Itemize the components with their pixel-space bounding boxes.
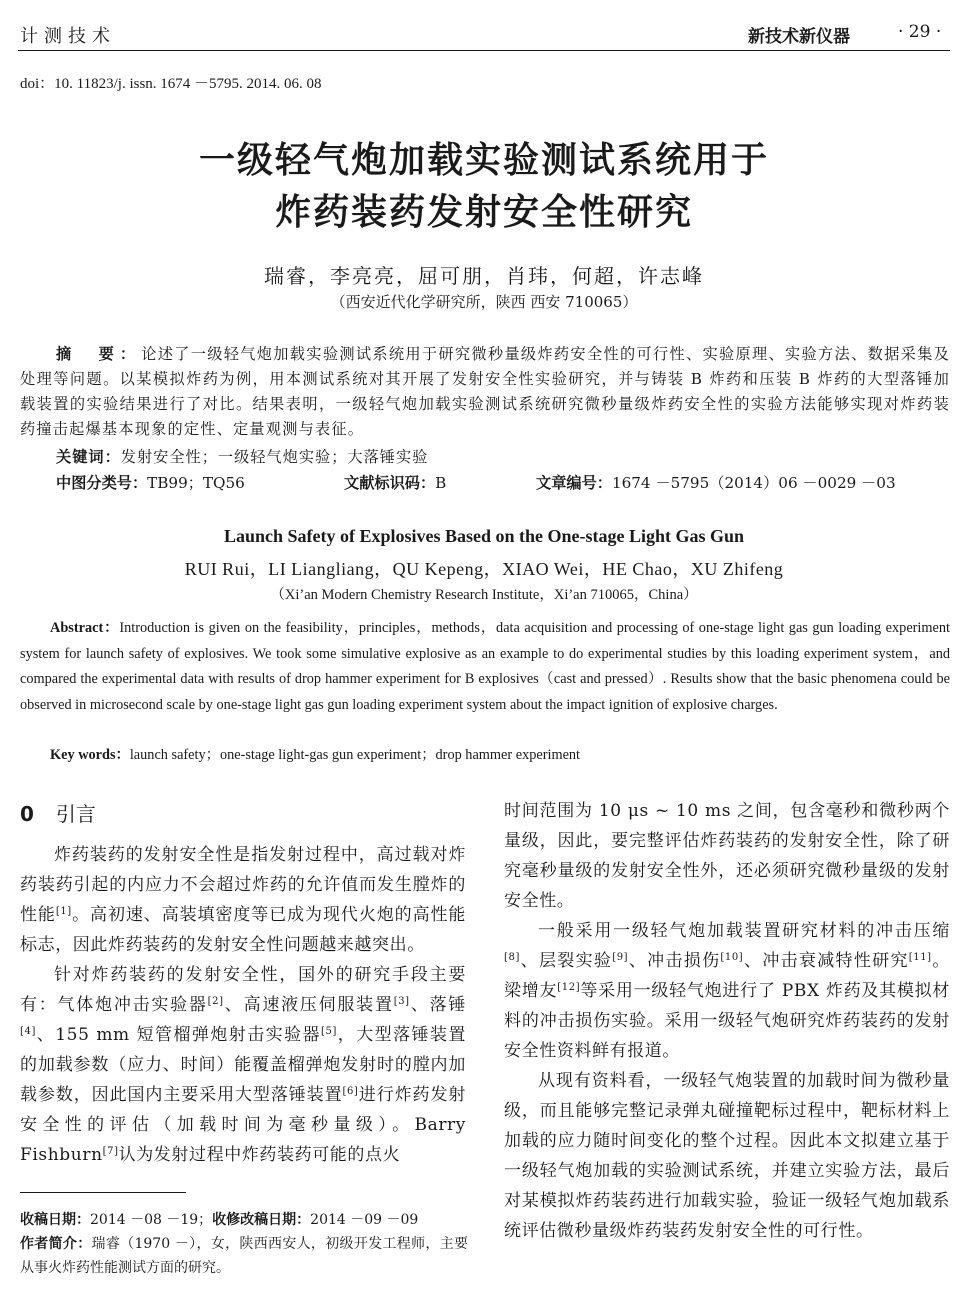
section-heading [20, 798, 96, 827]
abstract-en [20, 616, 950, 718]
paragraph: 一般采用一级轻气炮加载装置研究材料的冲击压缩[8]、层裂实验[9]、冲击损伤[10]、冲击衰减特性研究[11]。梁增友[12]等采用一级轻气炮进行了 PBX 炸药及其模拟材料的冲击损伤实验。采用一级轻气炮研究炸药装药的发射安全性资料鲜有报道。 [504, 921, 950, 1061]
keywords-en-text: launch safety；one-stage light-gas gun experiment；drop hammer experiment [129, 747, 581, 763]
keywords-en [50, 744, 580, 764]
citation[interactable]: [7] [102, 1146, 119, 1157]
paragraph: 时间范围为 10 μs ~ 10 ms 之间，包含毫秒和微秒两个量级，因此，要完整评估炸药装药的发射安全性，除了研究毫秒量级的发射安全性外，还必须研究微秒量级的发射安全性。 [504, 801, 950, 911]
english-authors: RUI Rui，LI Liangliang，QU Kepeng，XIAO Wei，HE Chao，XU Zhifeng [184, 559, 784, 579]
citation[interactable]: [5] [320, 1026, 337, 1037]
citation[interactable]: [4] [20, 1026, 36, 1037]
abstract-cn-label: 摘 要： [56, 345, 142, 363]
citation[interactable]: [11] [908, 952, 932, 963]
title-line-1: 一级轻气炮加载实验测试系统用于 [198, 140, 769, 181]
abstract-en-label: Abstract： [50, 620, 120, 636]
authors-cn: 瑞睿，李亮亮，屈可朋，肖玮，何超，许志峰 [264, 264, 704, 288]
citation[interactable]: [6] [342, 1086, 359, 1097]
abstract-en-text: Introduction is given on the feasibility，principles，methods，data acquisition and processing of one-stage light gas gun loading experiment system for launch safety of explosives. We took some simulative explosive as an example to do experimental studies by this loading experiment system，and compared the experimental data with results of drop hammer experiment for B explosives（cast and pressed）. Results show that the basic phenomena could be observed in microsecond scale by one-stage light gas gun loading experiment system about the impact ignition of explosive charges. [20, 620, 950, 713]
article-number-label: 文章编号： [536, 474, 612, 492]
keywords-cn [56, 446, 428, 467]
clc-label: 中图分类号： [56, 474, 148, 492]
page-number: · 29 · [898, 22, 942, 42]
title-line-2: 炸药装药发射安全性研究 [274, 192, 693, 233]
citation[interactable]: [12] [557, 982, 581, 993]
article-number-value: 1674 －5795（2014）06 －0029 －03 [611, 474, 896, 492]
document-code [344, 472, 446, 493]
english-affiliation: （Xi’an Modern Chemistry Research Institute，Xi’an 710065，China） [270, 587, 698, 603]
abstract-cn-text: 论述了一级轻气炮加载实验测试系统用于研究微秒量级炸药安全性的可行性、实验原理、实验方法、数据采集及处理等问题。以某模拟炸药为例，用本测试系统对其开展了发射安全性实验研究，并与铸装 B 炸药和压装 B 炸药的大型落锤加载装置的实验结果进行了对比。结果表明，一级轻气炮加载实验测试系统研究微秒量级炸药安全性的实验方法能够实现对炸药装药撞击起爆基本现象的定性、定量观测与表征。 [20, 345, 950, 438]
body-column-right [504, 796, 950, 1246]
doi: doi：10. 11823/j. issn. 1674 －5795. 2014. 06. 08 [20, 76, 322, 92]
keywords-cn-label: 关键词： [56, 448, 121, 466]
section-number: 0 [20, 802, 34, 826]
journal-name: 计测技术 [20, 26, 116, 47]
document-code-label: 文献标识码： [344, 474, 436, 492]
citation[interactable]: [1] [55, 906, 72, 917]
keywords-en-label: Key words： [50, 747, 130, 763]
section-name: 新技术新仪器 [748, 27, 850, 47]
section-title: 引言 [55, 802, 96, 826]
abstract-cn [20, 342, 950, 442]
document-code-value: B [435, 474, 447, 492]
footnote-rule [20, 1192, 186, 1193]
english-title: Launch Safety of Explosives Based on the One-stage Light Gas Gun [223, 526, 745, 546]
citation[interactable]: [9] [612, 952, 629, 963]
paragraph: 炸药装药的发射安全性是指发射过程中，高过载对炸药装药引起的内应力不会超过炸药的允许值而发生膛炸的性能[1]。高初速、高装填密度等已成为现代火炮的高性能标志，因此炸药装药的发射安全性问题越来越突出。 [20, 845, 467, 955]
keywords-cn-text: 发射安全性；一级轻气炮实验；大落锤实验 [120, 448, 429, 466]
citation[interactable]: [2] [207, 996, 224, 1007]
paragraph: 针对炸药装药的发射安全性，国外的研究手段主要有：气体炮冲击实验器[2]、高速液压伺服装置[3]、落锤[4]、155 mm 短管榴弹炮射击实验器[5]，大型落锤装置的加载参数（应力、时间）能覆盖榴弹炮发射时的膛内加载参数，因此国内主要采用大型落锤装置[6]进行炸药发射安全性的评估（加载时间为毫秒量级）。Barry Fishburn[7]认为发射过程中炸药装药可能的点火 [20, 965, 467, 1165]
clc-value: TB99；TQ56 [147, 474, 245, 492]
header-rule [18, 50, 950, 51]
footnote-author-bio: 作者简介：瑞睿（1970 －），女，陕西西安人，初级开发工程师，主要从事火炸药性能测试方面的研究。 [20, 1236, 469, 1276]
footnote [20, 1208, 468, 1280]
affiliation-cn: （西安近代化学研究所，陕西 西安 710065） [330, 293, 638, 311]
footnote-dates: 收稿日期：2014 －08 －19；收修改稿日期：2014 －09 －09 [20, 1212, 419, 1228]
citation[interactable]: [3] [393, 996, 410, 1007]
citation[interactable]: [10] [720, 952, 744, 963]
paragraph: 从现有资料看，一级轻气炮装置的加载时间为微秒量级，而且能够完整记录弹丸碰撞靶标过程中，靶标材料上加载的应力随时间变化的整个过程。因此本文拟建立基于一级轻气炮加载的实验测试系统，并建立实验方法，最后对某模拟炸药装药进行加载实验，验证一级轻气炮加载系统评估微秒量级炸药装药发射安全性的可行性。 [504, 1071, 950, 1241]
article-number [536, 472, 896, 493]
clc-number [56, 472, 245, 493]
body-column-left [20, 840, 466, 1170]
citation[interactable]: [8] [504, 952, 520, 963]
